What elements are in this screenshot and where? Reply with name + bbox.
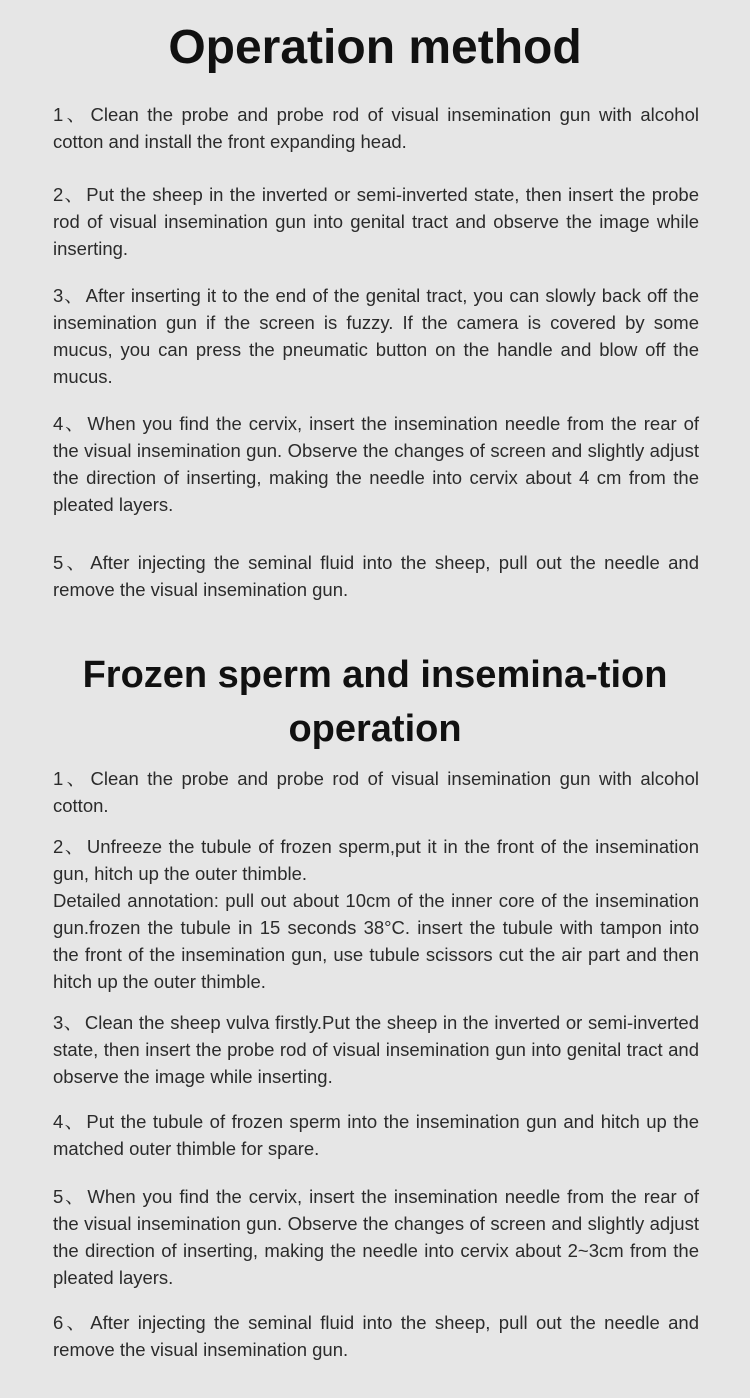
insemination-step-1: [53, 765, 699, 819]
insemination-step-2: [53, 833, 699, 995]
step-text: Unfreeze the tubule of frozen sperm,put it in the front of the insemination gun, hitch up the outer thimble.: [53, 836, 699, 884]
operation-step-2: [53, 181, 699, 262]
step-number: 5、: [53, 552, 89, 573]
operation-method-title: Operation method: [168, 21, 582, 74]
insemination-step-3: [53, 1009, 699, 1090]
detailed-annotation: Detailed annotation: pull out about 10cm of the inner core of the insemination gun.frozen the tubule in 15 seconds 38°C. insert the tubule with tampon into the front of the insemination gun, use tubule scissors cut the air part and then hitch up the outer thimble.: [53, 890, 699, 992]
step-text: Put the tubule of frozen sperm into the insemination gun and hitch up the matched outer thimble for spare.: [53, 1111, 699, 1159]
step-text: After injecting the seminal fluid into the sheep, pull out the needle and remove the visual insemination gun.: [53, 552, 699, 600]
step-number: 1、: [53, 768, 89, 789]
operation-step-3: [53, 282, 699, 390]
step-number: 3、: [53, 285, 84, 306]
step-number: 4、: [53, 413, 86, 434]
operation-step-1: [53, 101, 699, 155]
step-text: Clean the sheep vulva firstly.Put the sheep in the inverted or semi-inverted state, then insert the probe rod of visual insemination gun into genital tract and observe the image while inserting.: [53, 1012, 699, 1087]
step-text: When you find the cervix, insert the insemination needle from the rear of the visual insemination gun. Observe the changes of screen and slightly adjust the direction of inserting, making the needle into cervix about 4 cm from the pleated layers.: [53, 413, 699, 515]
step-number: 1、: [53, 104, 89, 125]
step-number: 6、: [53, 1312, 89, 1333]
operation-step-4: [53, 410, 699, 518]
frozen-sperm-title: Frozen sperm and insemina-tion operation: [82, 654, 668, 750]
step-text: When you find the cervix, insert the insemination needle from the rear of the visual insemination gun. Observe the changes of screen and slightly adjust the direction of inserting, making the needle into cervix about 2~3cm from the pleated layers.: [53, 1186, 699, 1288]
step-text: After injecting the seminal fluid into the sheep, pull out the needle and remove the visual insemination gun.: [53, 1312, 699, 1360]
insemination-step-6: [53, 1309, 699, 1363]
operation-step-5: [53, 549, 699, 603]
insemination-step-5: [53, 1183, 699, 1291]
step-text: After inserting it to the end of the genital tract, you can slowly back off the insemination gun if the screen is fuzzy. If the camera is covered by some mucus, you can press the pneumatic button on the handle and blow off the mucus.: [53, 285, 699, 387]
step-number: 4、: [53, 1111, 85, 1132]
step-text: Clean the probe and probe rod of visual insemination gun with alcohol cotton and install the front expanding head.: [53, 104, 699, 152]
step-number: 2、: [53, 836, 85, 857]
insemination-step-4: [53, 1108, 699, 1162]
step-number: 2、: [53, 184, 85, 205]
step-text: Put the sheep in the inverted or semi-inverted state, then insert the probe rod of visual insemination gun into genital tract and observe the image while inserting.: [53, 184, 700, 259]
step-number: 3、: [53, 1012, 83, 1033]
step-text: Clean the probe and probe rod of visual insemination gun with alcohol cotton.: [53, 768, 699, 816]
step-number: 5、: [53, 1186, 86, 1207]
